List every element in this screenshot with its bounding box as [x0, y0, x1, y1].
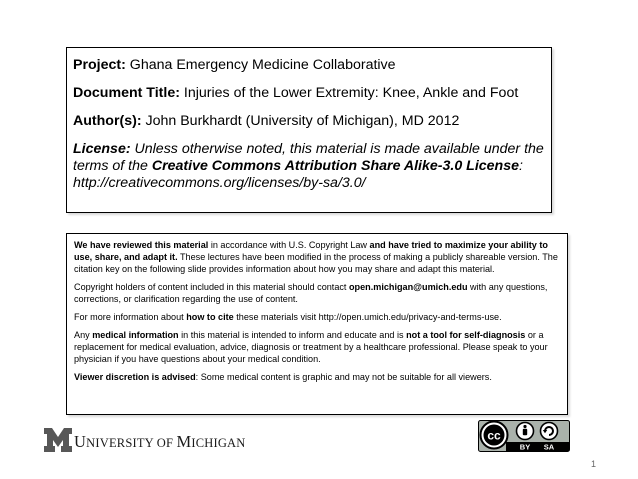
- notice-bold-text: medical information: [92, 330, 179, 340]
- license-name: Creative Commons Attribution Share Alike-3.0 License: [151, 158, 520, 174]
- notice-text: Any: [74, 330, 90, 340]
- author-label: Author(s):: [73, 113, 142, 129]
- author-row: [73, 113, 545, 130]
- logo-text-m: M: [176, 432, 192, 451]
- document-title-row: [73, 85, 545, 102]
- university-name: [74, 433, 246, 452]
- notice-text: in accordance with U.S. Copyright Law: [210, 240, 367, 250]
- university-of-michigan-logo: [44, 426, 246, 452]
- notice-paragraph-review: [74, 239, 561, 275]
- svg-text:cc: cc: [487, 428, 501, 443]
- page-number: 1: [591, 459, 597, 469]
- notice-paragraph-discretion: [74, 371, 561, 383]
- notice-text: or a replacement for medical evaluation, advice, diagnosis or treatment by a healthcare professional. Please speak to your physician if you have questions about your medical condition.: [74, 330, 548, 364]
- creative-commons-by-sa-badge: [478, 420, 570, 452]
- project-row: [73, 57, 545, 74]
- notice-text: These lectures have been modified in the process of making a publicly shareable version. The citation key on the following slide provides information about how you may share and adapt this material.: [74, 252, 558, 274]
- project-value: Ghana Emergency Medicine Collaborative: [129, 57, 396, 73]
- logo-text-u: U: [74, 432, 87, 451]
- author-value: John Burkhardt (University of Michigan), MD 2012: [145, 113, 460, 129]
- cc-icon: [481, 422, 508, 449]
- notice-bold-text: Viewer discretion is advised: [74, 372, 196, 382]
- license-text: Unless otherwise noted, this material is made available under the terms of the: [73, 141, 544, 174]
- attribution-person-icon: [517, 423, 534, 440]
- logo-text-ichigan: ICHIGAN: [191, 436, 246, 450]
- notice-bold-text: We have reviewed this material: [74, 240, 209, 250]
- notice-text: with any questions, corrections, or clarification regarding the use of content.: [74, 282, 548, 304]
- contact-email[interactable]: open.michigan@umich.edu: [349, 282, 468, 292]
- notice-paragraph-cite: [74, 311, 561, 323]
- license-colon: :: [519, 158, 523, 174]
- cc-badge-label-bar: [506, 442, 569, 452]
- cc-sa-label: SA: [543, 442, 555, 452]
- notice-paragraph-contact: [74, 281, 561, 305]
- project-label: Project:: [73, 57, 126, 73]
- logo-text-niversity: NIVERSITY OF: [86, 436, 177, 450]
- document-title-value: Injuries of the Lower Extremity: Knee, Ankle and Foot: [183, 85, 519, 101]
- notice-text: : Some medical content is graphic and may not be suitable for all viewers.: [195, 372, 492, 382]
- notice-text: these materials visit http://open.umich.edu/privacy-and-terms-use.: [236, 312, 502, 322]
- notice-bold-text: how to cite: [186, 312, 234, 322]
- notice-bold-text: not a tool for self-diagnosis: [406, 330, 526, 340]
- license-label: License:: [73, 141, 131, 157]
- notice-paragraph-medical: [74, 329, 561, 365]
- cc-by-label: BY: [519, 442, 531, 452]
- notice-text: Copyright holders of content included in this material should contact: [74, 282, 347, 292]
- license-row: [73, 141, 545, 192]
- notice-text: For more information about: [74, 312, 184, 322]
- notice-text: in this material is intended to inform and educate and is: [181, 330, 404, 340]
- document-title-label: Document Title:: [73, 85, 180, 101]
- block-m-icon: [44, 428, 72, 452]
- document-info-box: [66, 47, 552, 213]
- notice-bold-text: and have tried to maximize your ability to use, share, and adapt it.: [74, 240, 548, 262]
- copyright-notice-box: [66, 233, 568, 415]
- license-url[interactable]: http://creativecommons.org/licenses/by-sa/3.0/: [73, 175, 366, 191]
- share-alike-icon: [541, 423, 558, 440]
